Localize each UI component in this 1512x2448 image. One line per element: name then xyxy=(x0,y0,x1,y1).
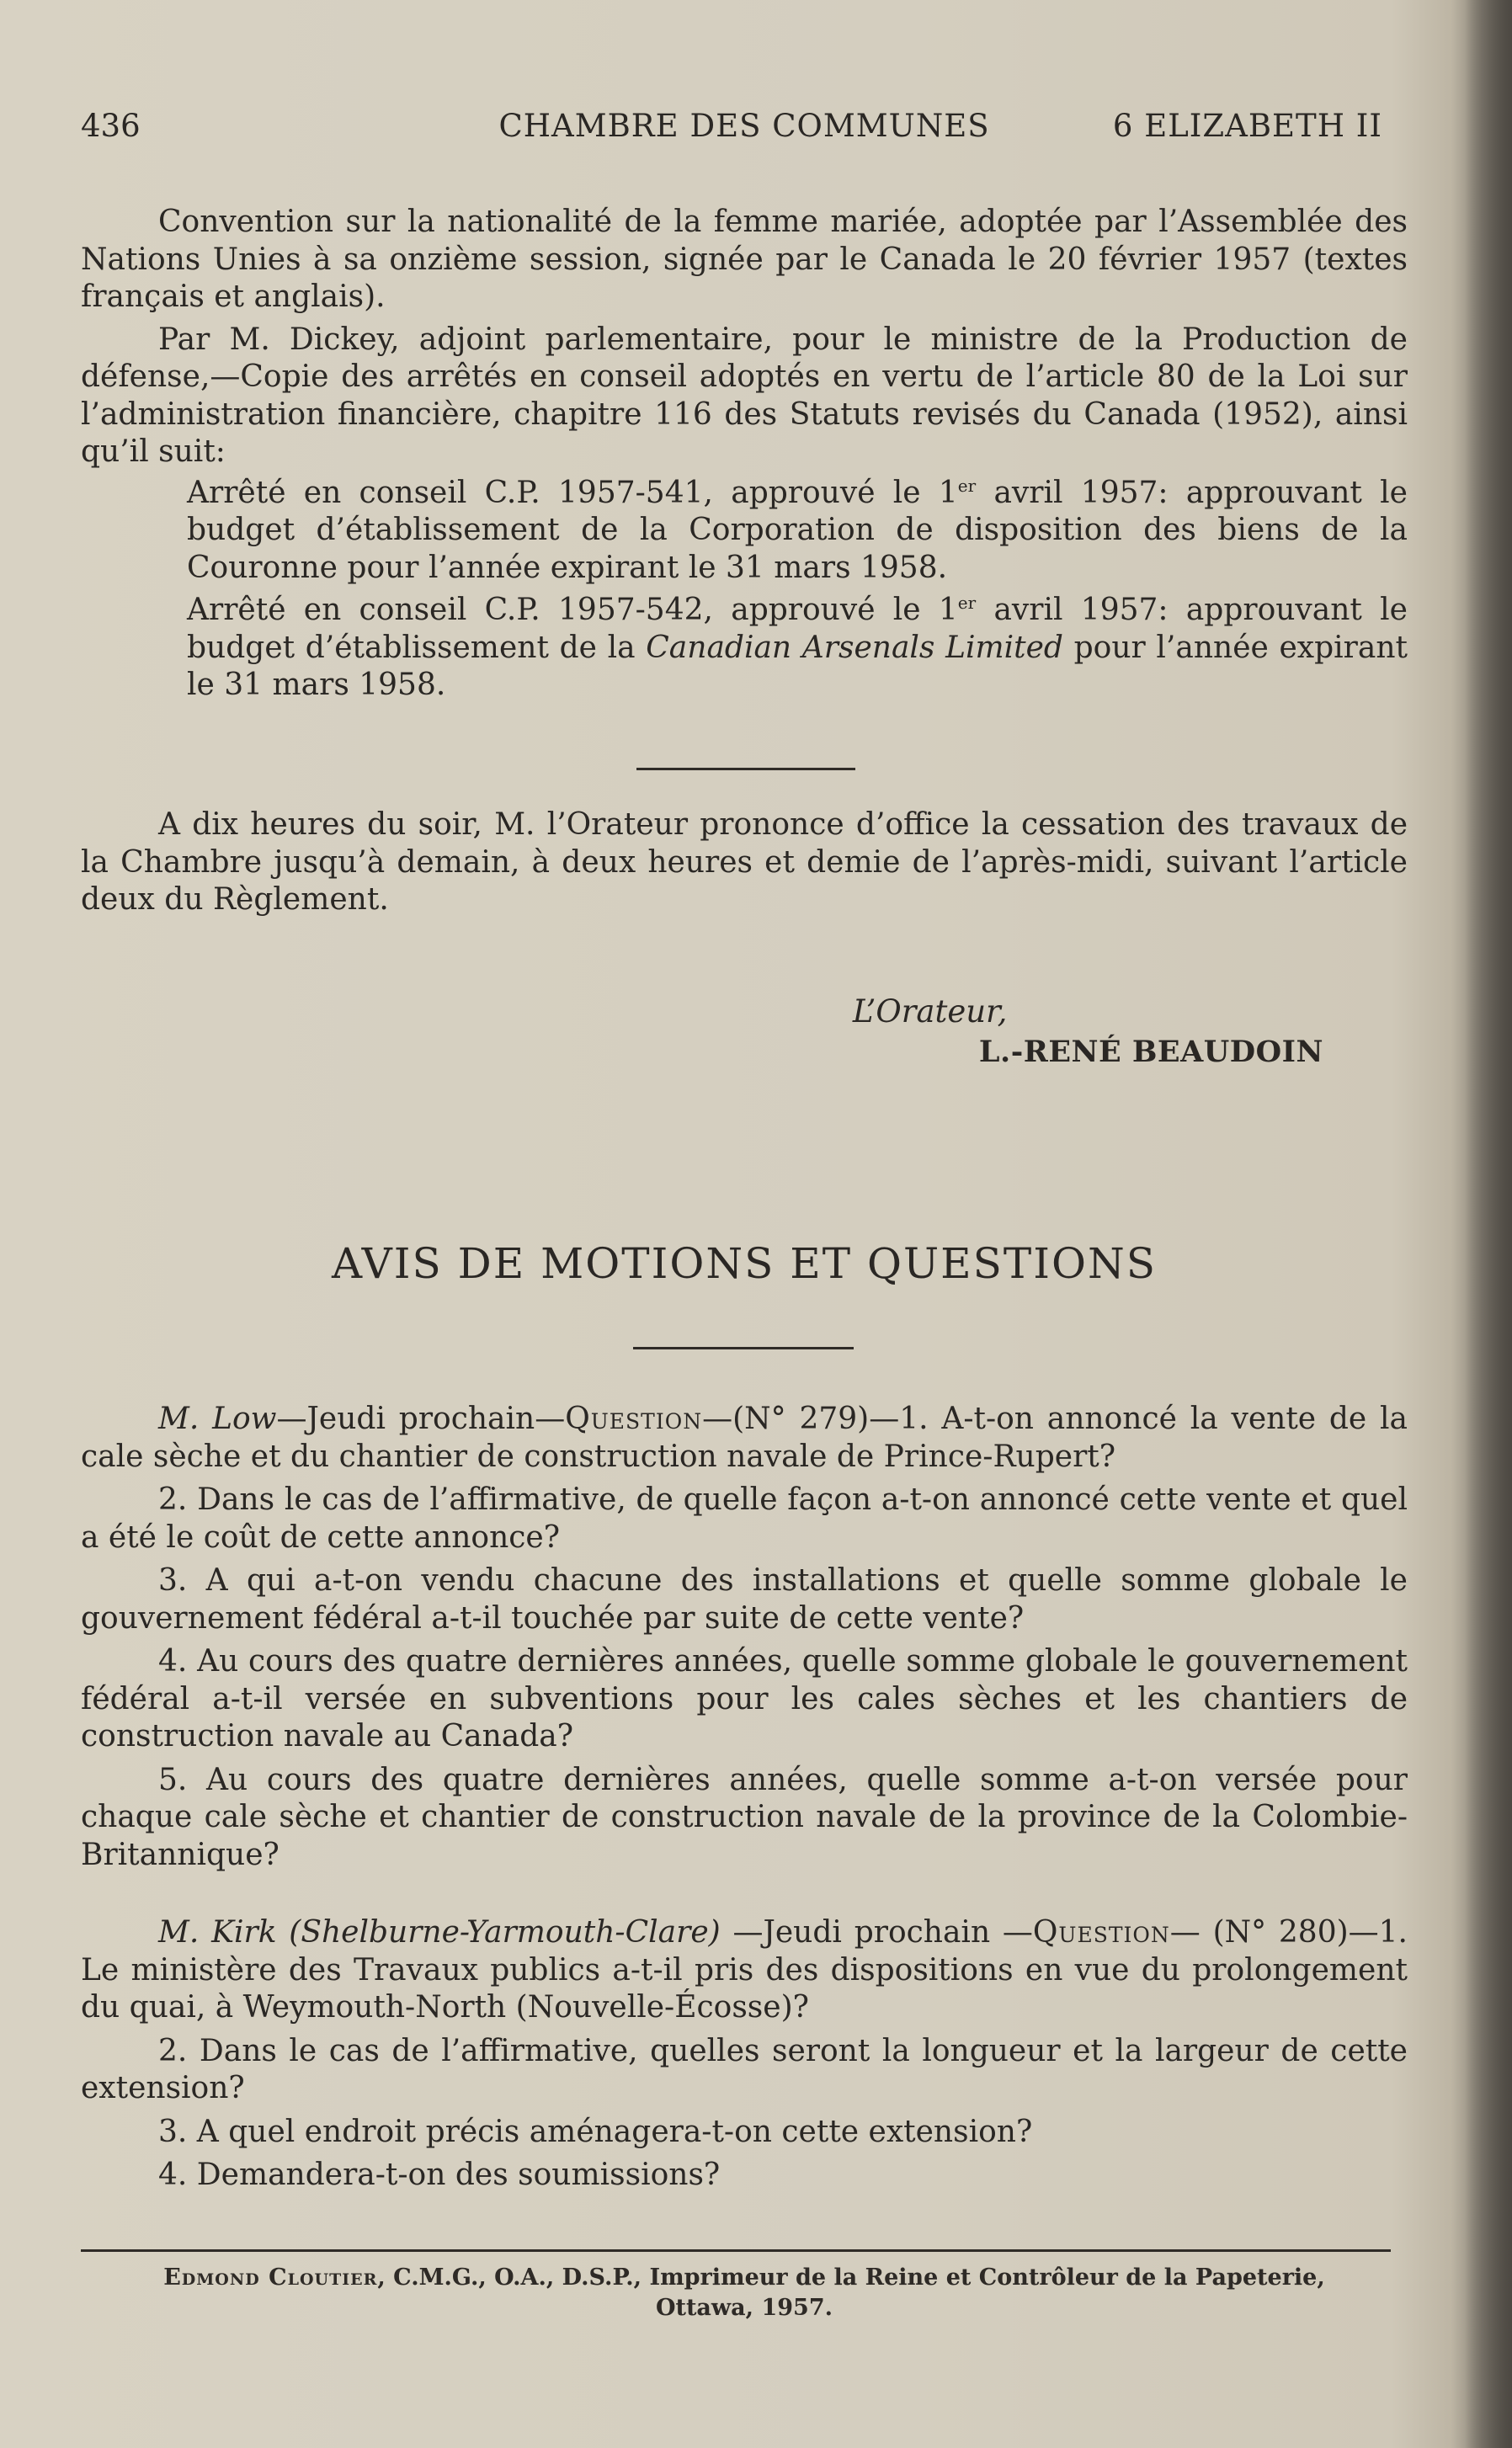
printer-imprint xyxy=(81,2263,1408,2323)
question-280-day: —Jeudi prochain — xyxy=(720,1915,1033,1950)
header-title: CHAMBRE DES COMMUNES xyxy=(498,108,990,144)
order-541-rest: avril 1957: approuvant le budget d’établissement de la Corporation de disposition des biens de la Couronne pour l’année expirant le 31 mars 1958. xyxy=(187,475,1408,585)
question-279-2: 2. Dans le cas de l’affirmative, de quelle façon a-t-on annoncé cette vente et quel a été le coût de cette annonce? xyxy=(81,1482,1408,1555)
question-280-intro xyxy=(81,1914,1408,2027)
question-279-intro xyxy=(81,1401,1408,1476)
header-reign: 6 ELIZABETH II xyxy=(1112,108,1382,144)
question-279-label: Question xyxy=(565,1402,703,1436)
order-542-end: pour l’année expirant le 31 mars 1958. xyxy=(187,630,1408,702)
question-279-5: 5. Au cours des quatre dernières années, quelle somme a-t-on versée pour chaque cale sèche et chantier de construction navale de la province de la Colombie-Britannique? xyxy=(81,1762,1408,1872)
order-541-text: Arrêté en conseil C.P. 1957-541, approuvé le 1 xyxy=(187,475,958,510)
paragraph-dickey: Par M. Dickey, adjoint parlementaire, pour le ministre de la Production de défense,—Copie des arrêtés en conseil adoptés en vertu de l’article 80 de la Loi sur l’administration financière, chapitre 116 des Statuts revisés du Canada (1952), ainsi qu’il suit: xyxy=(81,322,1408,469)
question-279-3: 3. A qui a-t-on vendu chacune des installations et quelle somme globale le gouvernement fédéral a-t-il touchée par suite de cette vente? xyxy=(81,1563,1408,1636)
signature-title: L’Orateur, xyxy=(852,993,1008,1030)
order-542-rest: avril 1957: approuvant le budget d’établissement de la xyxy=(187,593,1408,665)
signature-block xyxy=(852,993,1323,1069)
order-542-text: Arrêté en conseil C.P. 1957-542, approuvé le 1 xyxy=(187,593,958,627)
question-280-label: Question xyxy=(1032,1915,1170,1950)
section-title: AVIS DE MOTIONS ET QUESTIONS xyxy=(332,1239,1157,1288)
page-number: 436 xyxy=(81,108,141,144)
paragraph-convention: Convention sur la nationalité de la femme mariée, adoptée par l’Assemblée des Nations Unies à sa onzième session, signée par le Canada le 20 février 1957 (textes français et anglais). xyxy=(81,205,1408,314)
question-280-2: 2. Dans le cas de l’affirmative, quelles seront la longueur et la largeur de cette extension? xyxy=(81,2033,1408,2105)
member-kirk: M. Kirk (Shelburne-Yarmouth-Clare) xyxy=(158,1915,721,1950)
company-name: Canadian Arsenals Limited xyxy=(646,630,1063,665)
page-edge-shadow xyxy=(1465,0,1512,2448)
question-280-text: — (N° 280)—1. Le ministère des Travaux publics a-t-il pris des dispositions en vue du prolongement du quai, à Weymouth-North (Nouvelle-Écosse)? xyxy=(81,1915,1408,2025)
adjournment-block xyxy=(81,806,1408,919)
divider-1 xyxy=(636,768,855,770)
footer-rule xyxy=(81,2249,1391,2252)
question-279-4: 4. Au cours des quatre dernières années, quelle somme globale le gouvernement fédéral a-t-il versée en subventions pour les cales sèches et les chantiers de construction navale au Canada? xyxy=(81,1644,1408,1754)
questions-block xyxy=(81,1401,1408,2195)
paragraph-order-541 xyxy=(81,475,1408,588)
printer-title: , C.M.G., O.A., D.S.P., Imprimeur de la Reine et Contrôleur de la Papeterie, xyxy=(377,2264,1325,2291)
running-header xyxy=(81,108,1408,155)
order-542-sup: er xyxy=(957,593,977,613)
imprint-line-1 xyxy=(81,2263,1408,2293)
documents-block xyxy=(81,204,1408,705)
question-280-4: 4. Demandera-t-on des soumissions? xyxy=(158,2158,721,2192)
question-280-3: 3. A quel endroit précis aménagera-t-on cette extension? xyxy=(158,2114,1033,2149)
order-541-sup: er xyxy=(957,475,977,496)
question-279-day: —Jeudi prochain— xyxy=(276,1402,566,1436)
imprint-line-2: Ottawa, 1957. xyxy=(655,2295,833,2321)
question-279-text: —(N° 279)—1. A-t-on annoncé la vente de la cale sèche et du chantier de construction navale de Prince-Rupert? xyxy=(81,1402,1408,1474)
member-low: M. Low xyxy=(158,1402,277,1436)
paragraph-order-542 xyxy=(81,592,1408,705)
divider-2 xyxy=(633,1347,854,1349)
paragraph-adjournment: A dix heures du soir, M. l’Orateur prononce d’office la cessation des travaux de la Chambre jusqu’à demain, à deux heures et demie de l’après-midi, suivant l’article deux du Règlement. xyxy=(81,807,1408,917)
signature-name: L.-RENÉ BEAUDOIN xyxy=(978,1035,1323,1069)
printer-name: Edmond Cloutier xyxy=(163,2264,378,2291)
